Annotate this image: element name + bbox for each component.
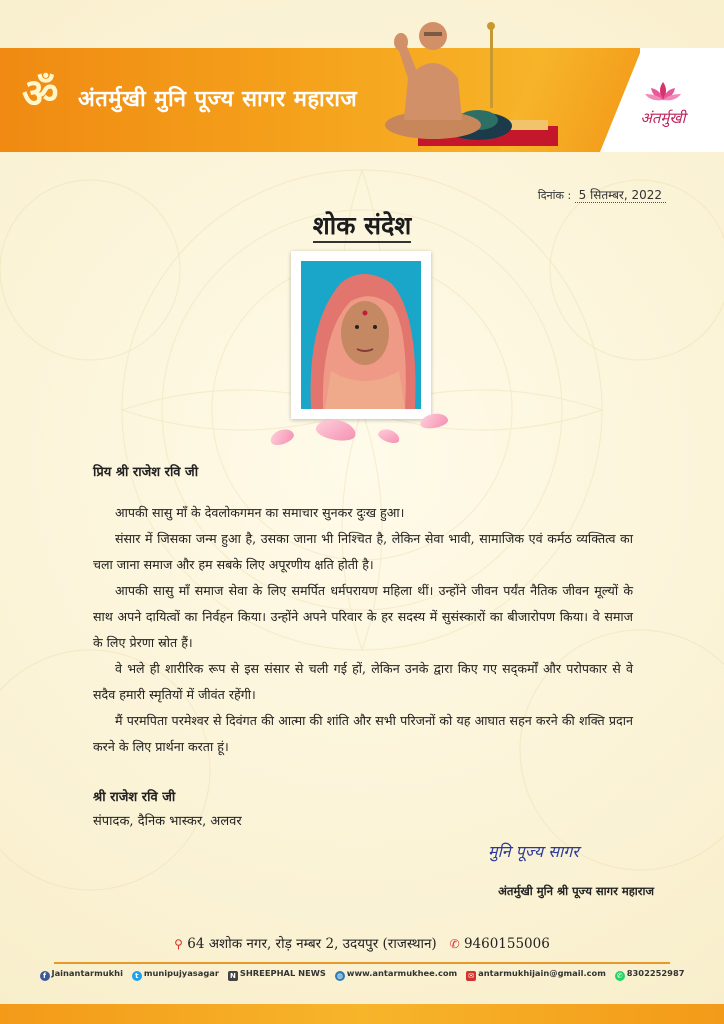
antarmukhi-logo bbox=[628, 80, 698, 126]
address-line bbox=[0, 934, 724, 952]
email-icon: ✉ bbox=[466, 971, 476, 981]
phone-icon: ✆ bbox=[449, 937, 460, 951]
logo-text: अंतर्मुखी bbox=[640, 109, 686, 127]
footer-bar bbox=[0, 1004, 724, 1024]
rose-petal-decor bbox=[377, 427, 402, 446]
rose-petal-decor bbox=[315, 417, 358, 444]
twitter-icon: t bbox=[132, 971, 142, 981]
footer-divider bbox=[54, 962, 670, 964]
location-pin-icon: ⚲ bbox=[174, 937, 183, 951]
handwritten-signature: मुनि पूज्य सागर bbox=[488, 842, 579, 861]
contact-bar bbox=[0, 968, 724, 981]
address-text: 64 अशोक नगर, रोड़ नम्बर 2, उदयपुर (राजस्थान) bbox=[187, 936, 437, 952]
portrait-photo bbox=[301, 261, 421, 409]
recipient-role: संपादक, दैनिक भास्कर, अलवर bbox=[93, 814, 242, 829]
lotus-icon bbox=[643, 80, 683, 102]
recipient-block bbox=[93, 786, 242, 834]
news-icon: N bbox=[228, 971, 238, 981]
date-line bbox=[538, 186, 666, 203]
news-link[interactable]: N SHREEPHAL NEWS bbox=[228, 968, 326, 981]
page-title bbox=[0, 208, 724, 242]
globe-icon: ◍ bbox=[336, 972, 343, 980]
portrait-frame bbox=[291, 251, 431, 419]
recipient-name: श्री राजेश रवि जी bbox=[93, 790, 176, 805]
signatory-name: अंतर्मुखी मुनि श्री पूज्य सागर महाराज bbox=[498, 884, 654, 898]
social-twitter[interactable]: t munipujyasagar bbox=[132, 968, 219, 981]
monk-photo bbox=[378, 8, 558, 152]
phone-number[interactable]: 9460155006 bbox=[463, 936, 550, 952]
rose-petal-decor bbox=[268, 426, 295, 447]
email-link[interactable]: ✉ antarmukhijain@gmail.com bbox=[466, 968, 606, 981]
letter-paragraph: आपकी सासु माँ के देवलोकगमन का समाचार सुनकर दुःख हुआ। bbox=[115, 505, 405, 520]
website-link[interactable]: ◍ www.antarmukhee.com bbox=[336, 968, 458, 980]
letter-body bbox=[93, 460, 633, 760]
social-instagram[interactable]: f Jainantarmukhi bbox=[40, 968, 123, 981]
whatsapp-icon: ✆ bbox=[615, 971, 625, 981]
whatsapp-link[interactable]: ✆ 8302252987 bbox=[615, 968, 685, 981]
letter-paragraph: मैं परमपिता परमेश्वर से दिवंगत की आत्मा की शांति और सभी परिजनों को यह आघात सहन करने की शक्ति प्रदान करने के लिए प्रार्थना करता हूं। bbox=[93, 713, 633, 754]
facebook-instagram-icon: f bbox=[40, 971, 50, 981]
letter-paragraph: संसार में जिसका जन्म हुआ है, उसका जाना भी निश्चित है, लेकिन सेवा भावी, सामाजिक एवं कर्मठ व्यक्तित्व का चला जाना समाज और हम सबके लिए अपूरणीय क्षति होती है। bbox=[93, 531, 633, 572]
page-title-text: शोक संदेश bbox=[313, 211, 412, 243]
om-symbol-icon: ॐ bbox=[22, 70, 59, 117]
letter-paragraph: वे भले ही शारीरिक रूप से इस संसार से चली गई हों, लेकिन उनके द्वारा किए गए सद्कर्मों और परोपकार से वे सदैव हमारी स्मृतियों में जीवंत रहेंगी। bbox=[93, 661, 633, 702]
header-title: अंतर्मुखी मुनि पूज्य सागर महाराज bbox=[78, 87, 358, 112]
greeting: प्रिय श्री राजेश रवि जी bbox=[93, 465, 199, 480]
letter-paragraph: आपकी सासु माँ समाज सेवा के लिए समर्पित धर्मपरायण महिला थीं। उन्होंने जीवन पर्यंत नैतिक जीवन मूल्यों के साथ अपने दायित्वों का निर्वहन किया। उन्होंने अपने परिवार के हर सदस्य में सुसंस्कारों का बीजारोपण किया। वे समाज के लिए प्रेरणा स्रोत हैं। bbox=[93, 583, 633, 650]
date-label: दिनांक : bbox=[537, 189, 572, 202]
date-value: 5 सितम्बर, 2022 bbox=[575, 188, 666, 203]
